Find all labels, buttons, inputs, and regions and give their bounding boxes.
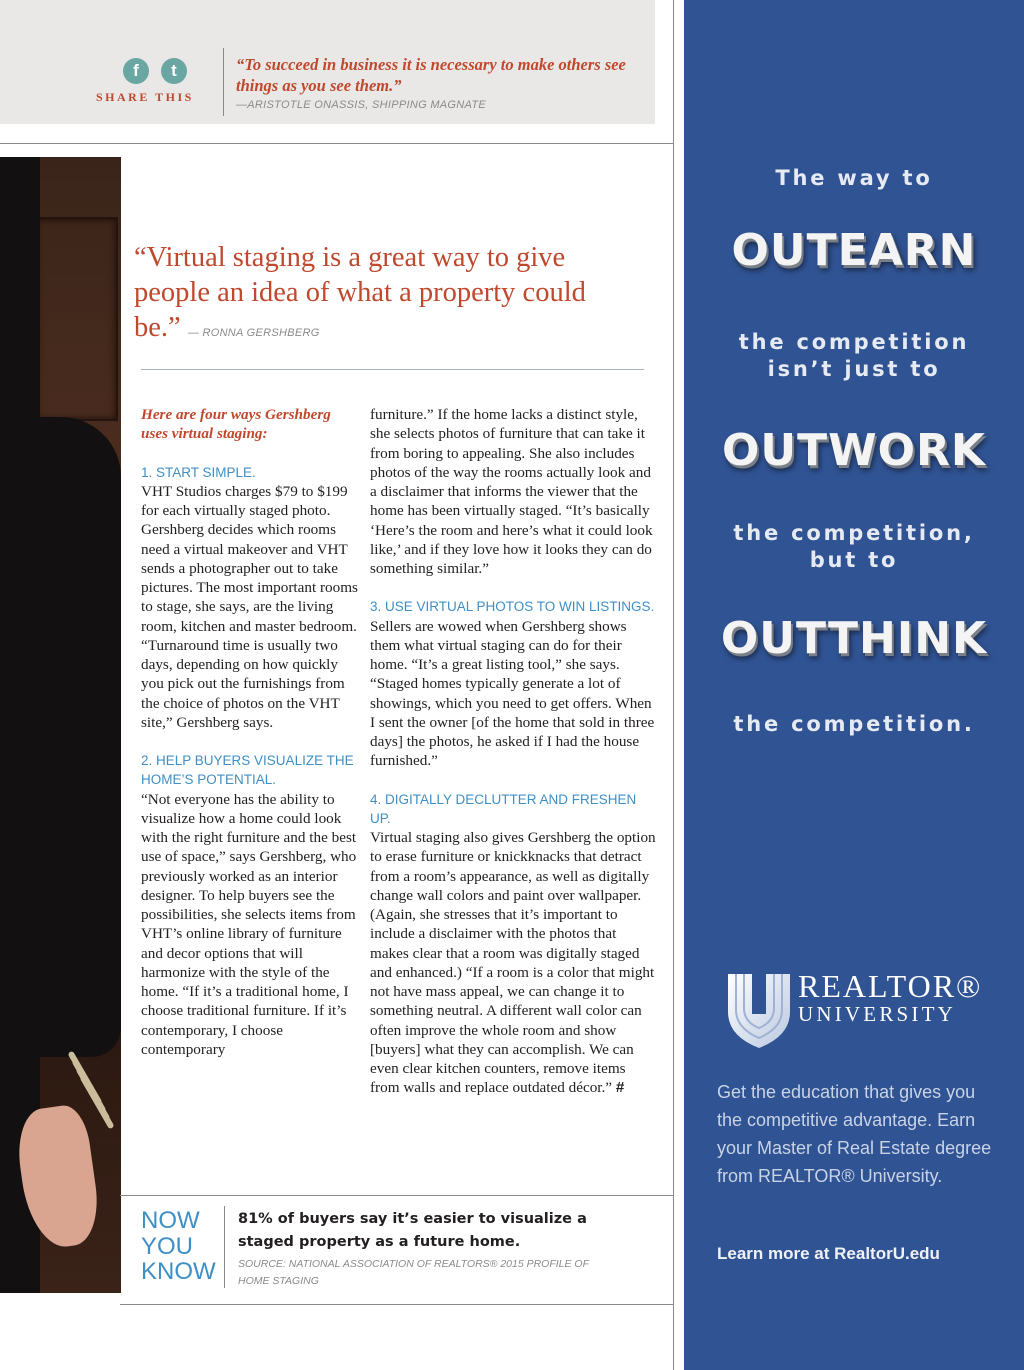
portrait-photo: [0, 157, 121, 1293]
tip-body: “Not everyone has the ability to visualize how a home could look with the right furniture and the best use of space,” says Gershberg, who previously worked as an interior designer. To help buyers see the possibilities, she selects items from VHT’s online library of furniture and decor options that will harmonize with the style of the home. “If it’s a traditional home, I choose traditional furniture. If it’s contemporary, I choose contemporary: [141, 790, 357, 1058]
now-you-know-rule: [120, 1195, 673, 1196]
now-you-know-divider: [224, 1206, 225, 1288]
tip-body: VHT Studios charges $79 to $199 for each virtually staged photo. Gershberg decides which rooms need a virtual makeover and VHT sends a photographer out to take pictures. The most important rooms to stage, she says, are the living room, kitchen and master bedroom. “Turnaround time is usually two days, depending on how quickly you pick out the furnishings from the choice of photos on the VHT site,” Gershberg says.: [141, 482, 358, 731]
facebook-icon[interactable]: f: [123, 58, 149, 84]
tip-body-text: Virtual staging also gives Gershberg the option to erase furniture or knickknacks that detract from a room’s appearance, as well as digitally change wall colors and paint over wallpaper. (Again, she stresses that it’s important to include a disclaimer with the photos that makes clear that a room was digitally staged and enhanced.) “If a room is a color that might not have mass appeal, we can change it to something neutral. A different wall color can often improve the whole room and show [buyers] what they can accomplish. We can even clear kitchen counters, remove items from walls and replace outdated décor.”: [370, 829, 656, 1097]
divider-right: [673, 0, 674, 1370]
share-label: SHARE THIS: [96, 90, 194, 104]
tip-heading: 4. DIGITALLY DECLUTTER AND FRESHEN UP.: [370, 791, 637, 826]
ad-line: the competition,: [733, 521, 975, 545]
dress-shape: [0, 417, 121, 1057]
pull-quote: [134, 240, 634, 351]
ad-link[interactable]: Learn more at RealtorU.edu: [717, 1244, 940, 1263]
now-you-know-line: NOW: [141, 1207, 200, 1234]
pull-quote-text: “Virtual staging is a great way to give people an idea of what a property could be.”: [134, 242, 586, 343]
article-column-2: [370, 405, 658, 1098]
logo-text-realtor: REALTOR®: [798, 968, 983, 1004]
now-you-know-title: [141, 1208, 221, 1285]
tip-heading: 1. START SIMPLE.: [141, 464, 256, 480]
ad-line: the competition: [738, 330, 970, 354]
article-column-1: [141, 405, 359, 1059]
top-quote: “To succeed in business it is necessary to make others see things as you see them.”: [236, 55, 626, 95]
ad-line: but to: [809, 548, 899, 572]
tip-body: [370, 828, 658, 1098]
end-mark: #: [615, 1079, 625, 1097]
tip-heading: 3. USE VIRTUAL PHOTOS TO WIN LISTINGS.: [370, 599, 655, 615]
pull-quote-rule: [141, 369, 644, 370]
now-you-know-stat: 81% of buyers say it’s easier to visualize a staged property as a future home.: [238, 1211, 587, 1250]
tip-heading: 2. HELP BUYERS VISUALIZE THE HOME’S POTENTIAL.: [141, 753, 354, 788]
twitter-icon[interactable]: t: [161, 58, 187, 84]
pull-quote-attribution: — RONNA GERSHBERG: [187, 327, 320, 339]
divider-top: [0, 143, 673, 144]
article-intro: Here are four ways Gershberg uses virtual staging:: [141, 406, 331, 443]
ad-line: The way to: [775, 166, 933, 190]
share-widget: [96, 58, 214, 105]
ad-line: isn’t just to: [767, 357, 941, 381]
tip-body-continued: furniture.” If the home lacks a distinct style, she selects photos of furniture that can take it from boring to appealing. She also includes photos of the way the rooms actually look and a disclaimer that informs the viewer that the home has been virtually staged. “It’s basically ‘Here’s the room and here’s what it could look like,’ and if they love how it looks they can do something similar.”: [370, 406, 653, 577]
divider-bottom: [120, 1304, 673, 1305]
logo-text-university: UNIVERSITY: [798, 1002, 956, 1026]
door-panel: [34, 217, 118, 421]
top-quote-attribution: —ARISTOTLE ONASSIS, SHIPPING MAGNATE: [236, 99, 486, 111]
tip-body: Sellers are wowed when Gershberg shows them what virtual staging can do for their home. “It’s a great listing tool,” she says. “Staged homes typically generate a lot of showings, which you need to get offers. When I sent the owner [of the home that sold in three days] the photos, he asked if I had the house furnished.”: [370, 617, 655, 770]
now-you-know-line: KNOW: [141, 1258, 216, 1285]
ad-line: the competition.: [733, 712, 975, 736]
ad-headword: OUTEARN: [731, 225, 977, 276]
now-you-know-line: YOU: [141, 1232, 194, 1260]
now-you-know-source: SOURCE: NATIONAL ASSOCIATION OF REALTORS® 2015 PROFILE OF HOME STAGING: [238, 1258, 589, 1287]
ad-headword: OUTTHINK: [720, 613, 988, 664]
ad-copy: Get the education that gives you the competitive advantage. Earn your Master of Real Estate degree from REALTOR® University.: [717, 1082, 992, 1186]
share-divider: [223, 48, 224, 116]
ad-headword: OUTWORK: [721, 425, 987, 476]
